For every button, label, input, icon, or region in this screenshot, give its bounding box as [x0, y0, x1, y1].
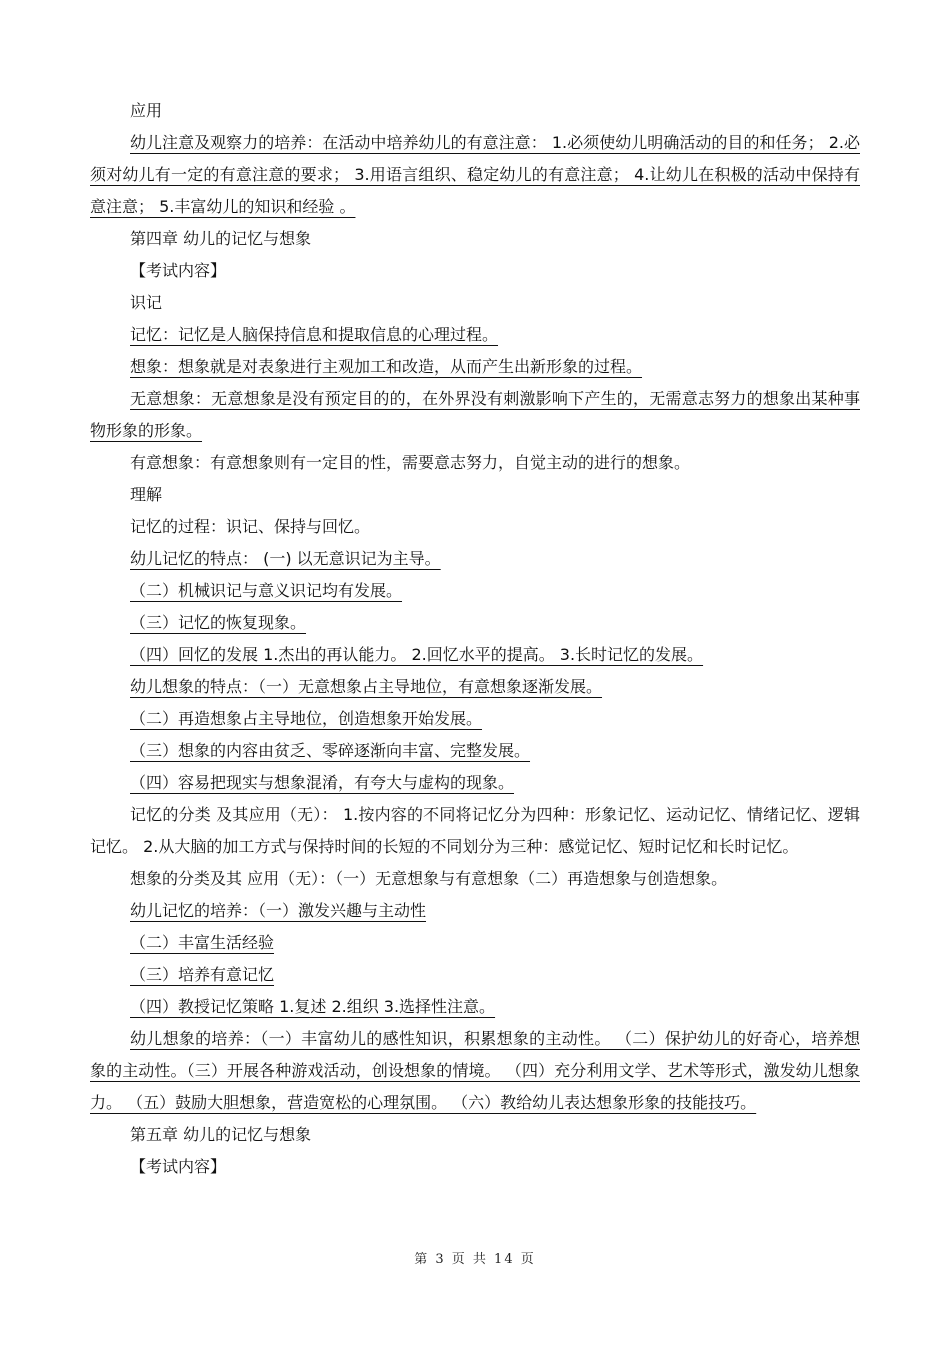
definition-memory: [90, 319, 860, 351]
imagination-trait-4: [90, 767, 860, 799]
imagination-trait-1-text: 幼儿想象的特点：（一）无意想象占主导地位，有意想象逐渐发展。: [130, 677, 603, 696]
heading-memorize: 识记: [130, 293, 163, 312]
memory-trait-1: [90, 543, 860, 575]
memory-trait-3-text: （三）记忆的恢复现象。: [130, 613, 307, 632]
imagination-trait-2-text: （二）再造想象占主导地位，创造想象开始发展。: [130, 709, 483, 728]
imagination-trait-3: [90, 735, 860, 767]
imagination-trait-2: [90, 703, 860, 735]
definition-unintentional-imagination-text: 无意想象：无意想象是没有预定目的的，在外界没有刺激影响下产生的，无需意志努力的想象出某种事物形象的形象。: [90, 389, 860, 440]
definition-unintentional-imagination: [90, 383, 860, 447]
memory-cultivation-1: [90, 895, 860, 927]
imagination-trait-3-text: （三）想象的内容由贫乏、零碎逐渐向丰富、完整发展。: [130, 741, 531, 760]
imagination-trait-1: [90, 671, 860, 703]
definition-intentional-imagination: 有意想象：有意想象则有一定目的性，需要意志努力，自觉主动的进行的想象。: [130, 453, 691, 472]
definition-imagination-text: 想象：想象就是对表象进行主观加工和改造，从而产生出新形象的过程。: [130, 357, 643, 376]
memory-trait-4: [90, 639, 860, 671]
memory-cultivation-3-text: （三）培养有意记忆: [130, 965, 275, 984]
attention-cultivation-text: 幼儿注意及观察力的培养：在活动中培养幼儿的有意注意： 1.必须使幼儿明确活动的目的和任务； 2.必须对幼儿有一定的有意注意的要求； 3.用语言组织、稳定幼儿的有意注意； 4.让幼儿在积极的活动中保持有意注意； 5.丰富幼儿的知识和经验 。: [90, 133, 860, 216]
chapter-four-title: 第四章 幼儿的记忆与想象: [130, 229, 312, 248]
exam-content-label-2: 【考试内容】: [130, 1157, 227, 1176]
definition-memory-text: 记忆：记忆是人脑保持信息和提取信息的心理过程。: [130, 325, 499, 344]
memory-cultivation-2: [90, 927, 860, 959]
memory-trait-4-text: （四）回忆的发展 1.杰出的再认能力。 2.回忆水平的提高。 3.长时记忆的发展。: [130, 645, 704, 664]
definition-imagination: [90, 351, 860, 383]
heading-application: 应用: [130, 101, 163, 120]
memory-trait-1-text: 幼儿记忆的特点： (一) 以无意识记为主导。: [130, 549, 441, 568]
exam-content-label: 【考试内容】: [130, 261, 227, 280]
memory-cultivation-4: [90, 991, 860, 1023]
heading-understand: 理解: [130, 485, 163, 504]
page-number-footer: 第 3 页 共 14 页: [414, 1252, 536, 1267]
memory-process: 记忆的过程：识记、保持与回忆。: [130, 517, 371, 536]
memory-trait-2: [90, 575, 860, 607]
memory-cultivation-4-text: （四）教授记忆策略 1.复述 2.组织 3.选择性注意。: [130, 997, 496, 1016]
imagination-cultivation-text: 幼儿想象的培养：（一）丰富幼儿的感性知识，积累想象的主动性。 （二）保护幼儿的好奇心，培养想象的主动性。（三）开展各种游戏活动，创设想象的情境。 （四）充分利用文学、艺术等形式，激发幼儿想象力。 （五）鼓励大胆想象，营造宽松的心理氛围。 （六）教给幼儿表达想象形象的技能技巧。: [90, 1029, 860, 1112]
memory-trait-2-text: （二）机械识记与意义识记均有发展。: [130, 581, 403, 600]
imagination-classification: 想象的分类及其 应用（无）：（一）无意想象与有意想象（二）再造想象与创造想象。: [130, 869, 728, 888]
imagination-cultivation: [90, 1023, 860, 1119]
memory-cultivation-2-text: （二）丰富生活经验: [130, 933, 275, 952]
memory-cultivation-1-text: 幼儿记忆的培养：（一）激发兴趣与主动性: [130, 901, 427, 920]
page-content: [90, 95, 860, 1183]
memory-cultivation-3: [90, 959, 860, 991]
chapter-five-title: 第五章 幼儿的记忆与想象: [130, 1125, 312, 1144]
paragraph-attention-cultivation: [90, 127, 860, 223]
memory-classification: 记忆的分类 及其应用（无）： 1.按内容的不同将记忆分为四种：形象记忆、运动记忆、情绪记忆、逻辑记忆。 2.从大脑的加工方式与保持时间的长短的不同划分为三种：感觉记忆、短时记忆和长时记忆。: [90, 805, 860, 856]
memory-trait-3: [90, 607, 860, 639]
imagination-trait-4-text: （四）容易把现实与想象混淆，有夸大与虚构的现象。: [130, 773, 515, 792]
